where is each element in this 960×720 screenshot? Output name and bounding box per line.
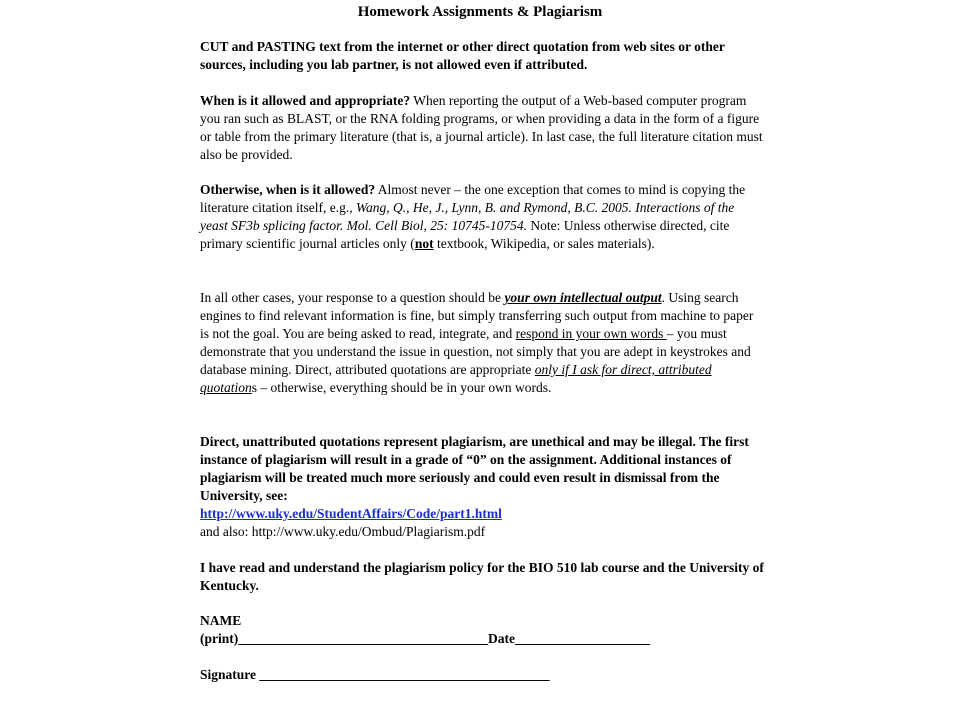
page-title: Homework Assignments & Plagiarism [357, 4, 603, 20]
paragraph-otherwise [200, 181, 765, 253]
otherwise-lead: Otherwise, when is it allowed? [200, 182, 376, 197]
signature-line: Signature ___________________________________________ [200, 667, 550, 682]
paragraph-cut-paste [200, 38, 765, 74]
print-date-line: (print)_____________________________________Date____________________ [200, 631, 650, 646]
own-output-emphasis: your own intellectual output [504, 290, 662, 305]
own-output-text-2: . Using search engines to find relevant information is fine, but simply transferring such output from machine to paper is not the goal. You are being asked to read, integrate, and [200, 290, 754, 341]
otherwise-end: textbook, Wikipedia, or sales materials). [433, 236, 655, 251]
when-allowed-lead: When is it allowed and appropriate? [200, 93, 411, 108]
attributed-quotation-emphasis: only if I ask for direct, attributed quotation [200, 362, 712, 395]
cut-paste-text: CUT and PASTING text from the internet or other direct quotation from web sites or other sources, including you lab partner, is not allowed even if attributed. [200, 39, 725, 72]
own-output-text-1: In all other cases, your response to a question should be [200, 290, 505, 305]
paragraph-when-allowed [200, 92, 765, 164]
not-emphasis: not [414, 236, 434, 251]
paragraph-own-output [200, 289, 765, 397]
ombud-plagiarism-link[interactable]: http://www.uky.edu/Ombud/Plagiarism.pdf [251, 524, 486, 539]
plagiarism-warning: Direct, unattributed quotations represent plagiarism, are unethical and may be illegal. The first instance of plagiarism will result in a grade of “0” on the assignment. Additional instances of plagiarism will be treated much more seriously and could even result in dismissal from the University, see: [200, 434, 749, 503]
form-spacer [200, 648, 765, 666]
citation-example: Wang, Q., He, J., Lynn, B. and Rymond, B.C. 2005. Interactions of the yeast SF3b splicing factor. Mol. Cell Biol, 25: 10745-10754. [200, 200, 735, 233]
student-code-link[interactable]: http://www.uky.edu/StudentAffairs/Code/part1.html [200, 506, 502, 521]
paragraph-acknowledgement [200, 559, 765, 595]
otherwise-note: Note: Unless otherwise directed, cite primary scientific journal articles only ( [200, 218, 730, 251]
signature-form [200, 612, 765, 684]
also-prefix: and also: [200, 524, 252, 539]
name-label: NAME [200, 613, 242, 628]
acknowledgement-text: I have read and understand the plagiarism policy for the BIO 510 lab course and the University of Kentucky. [200, 560, 764, 593]
also-line [200, 523, 765, 541]
when-allowed-body: When reporting the output of a Web-based computer program you ran such as BLAST, or the RNA folding programs, or when providing a data in the form of a figure or table from the primary literature (that is, a journal article). In last case, the full literature citation must also be provided. [200, 93, 763, 162]
paragraph-plagiarism [200, 433, 765, 541]
own-output-text-4: s – otherwise, everything should be in your own words. [251, 380, 552, 395]
own-output-text-3: – you must demonstrate that you understand the issue in question, not simply that you are adept in keystrokes and database mining. Direct, attributed quotations are appropriate [200, 326, 751, 377]
own-words-emphasis: respond in your own words [515, 326, 667, 341]
otherwise-body: Almost never – the one exception that comes to mind is copying the literature citation itself, e.g., [200, 182, 746, 215]
